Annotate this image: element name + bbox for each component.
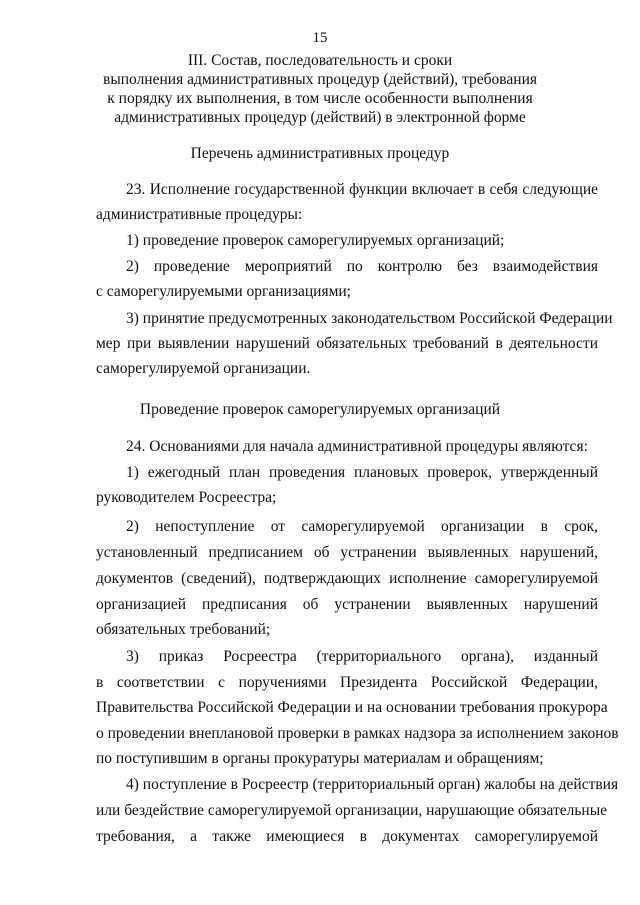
paragraph-24-line: требования, а также имеющиеся в документах саморегулируемой <box>96 828 598 845</box>
paragraph-24-line: установленный предписанием об устранении выявленных нарушений, <box>96 544 598 561</box>
paragraph-24-line: или бездействие саморегулируемой организации, нарушающие обязательные <box>96 802 608 819</box>
paragraph-23-line: мер при выявлении нарушений обязательных требований в деятельности <box>96 335 598 352</box>
paragraph-23-line: 23. Исполнение государственной функции включает в себя следующие <box>126 181 598 198</box>
section-heading-line: III. Состав, последовательность и сроки <box>187 52 453 69</box>
paragraph-24-line: обязательных требований; <box>96 621 271 638</box>
paragraph-23-line: административные процедуры: <box>96 206 303 223</box>
paragraph-24-line: по поступившим в органы прокуратуры материалам и обращениям; <box>96 750 544 767</box>
paragraph-23-line: 3) принятие предусмотренных законодательством Российской Федерации <box>126 310 613 327</box>
paragraph-24-line: 2) непоступление от саморегулируемой организации в срок, <box>126 518 598 535</box>
paragraph-24-line: документов (сведений), подтверждающих исполнение саморегулируемой <box>96 570 598 587</box>
section-heading <box>0 51 640 127</box>
subheading-procedures-list: Перечень административных процедур <box>190 145 450 162</box>
section-heading-line: административных процедур (действий) в электронной форме <box>114 109 526 126</box>
section-heading-line: к порядку их выполнения, в том числе особенности выполнения <box>107 90 533 107</box>
paragraph-24-line: 3) приказ Росреестра (территориального органа), изданный <box>126 648 598 665</box>
paragraph-24-line: руководителем Росреестра; <box>96 489 277 506</box>
section-heading-line: выполнения административных процедур (действий), требования <box>103 71 537 88</box>
paragraph-24-line: 1) ежегодный план проведения плановых проверок, утвержденный <box>126 464 598 481</box>
paragraph-23-line: 2) проведение мероприятий по контролю без взаимодействия <box>126 258 598 275</box>
paragraph-24-line: 4) поступление в Росреестр (территориальный орган) жалобы на действия <box>126 776 619 793</box>
paragraph-23-line: 1) проведение проверок саморегулируемых организаций; <box>126 232 505 249</box>
paragraph-24-line: о проведении внеплановой проверки в рамках надзора за исполнением законов <box>96 725 619 742</box>
paragraph-24-line: в соответствии с поручениями Президента Российской Федерации, <box>96 674 598 691</box>
paragraph-24-line: организацией предписания об устранении выявленных нарушений <box>96 596 598 613</box>
page-number: 15 <box>312 30 328 46</box>
paragraph-24-line: 24. Основаниями для начала административной процедуры являются: <box>126 438 588 455</box>
paragraph-24-line: Правительства Российской Федерации и на основании требования прокурора <box>96 699 608 716</box>
paragraph-23-line: с саморегулируемыми организациями; <box>96 283 351 300</box>
subheading-inspections: Проведение проверок саморегулируемых организаций <box>139 401 501 418</box>
paragraph-23-line: саморегулируемой организации. <box>96 360 311 377</box>
